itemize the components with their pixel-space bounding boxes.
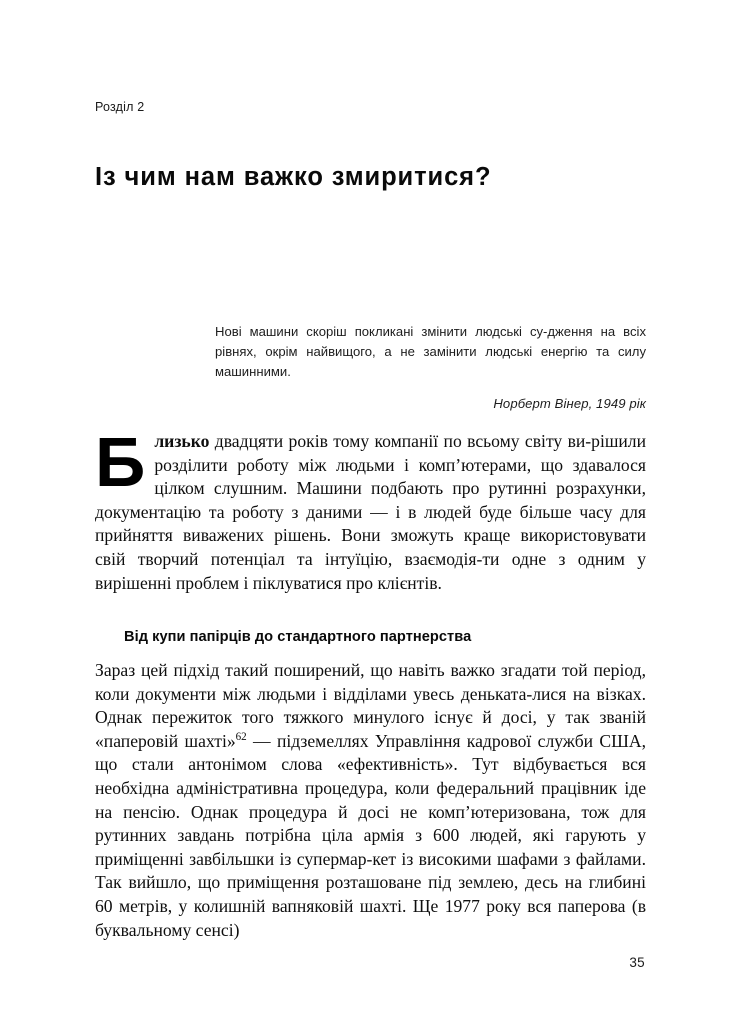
footnote-reference[interactable]: 62 [235,730,247,743]
page-number: 35 [629,955,645,970]
epigraph-text: Нові машини скоріш покликані змінити людські су-дження на всіх рівнях, окрім найвищого, а не замінити людські енергію та силу машинними. [215,324,646,380]
epigraph-block [215,322,646,411]
drop-cap: Б [95,423,146,501]
intro-lead-in: лизько [154,431,210,451]
section-heading: Від купи папірців до стандартного партнерства [124,629,472,646]
section-paragraph [95,659,646,942]
intro-paragraph [95,423,646,595]
section-text-part-2: — підземеллях Управління кадрової служби США, що стали антонімом слова «ефективність». Тут відбувається вся необхідна адміністративна процедура, коли федеральний працівник іде на пенсію. Однак процедура й досі не комп’ютеризована, тож для рутинних завдань потрібна ціла армія з 600 людей, які гарують у приміщенні завбільшки із супермар-кет із високими шафами з файлами. Так вийшло, що приміщення розташоване під землею, десь на глибині 60 метрів, у колишній вапняковій шахті. Ще 1977 року вся паперова (в буквальному сенсі) [95,730,646,940]
intro-body-text: двадцяти років тому компанії по всьому світу ви-рішили розділити роботу між людьми і комп’ютерами, що здавалося цілком слушним. Машини подбають про рутинні розрахунки, документацію та роботу з даними — і в людей буде більше часу для прийняття виважених рішень. Вони зможуть краще використовувати свій творчий потенціал та інтуїцію, взаємодія-ти одне з одним у вирішенні проблем і піклуватися про клієнтів. [95,431,646,593]
chapter-label: Розділ 2 [95,100,145,114]
epigraph-attribution: Норберт Вінер, 1949 рік [493,395,646,411]
page-title: Із чим нам важко змиритися? [95,163,492,192]
section-paragraph-text [95,659,646,942]
intro-paragraph-text [95,423,646,595]
section-text-part-1: Зараз цей підхід такий поширений, що навіть важко згадати той період, коли документи між людьми і відділами увесь деньката-лися на візках. Однак пережиток того тяжкого минулого існує й досі, у так званій «паперовій шахті» [95,660,646,751]
